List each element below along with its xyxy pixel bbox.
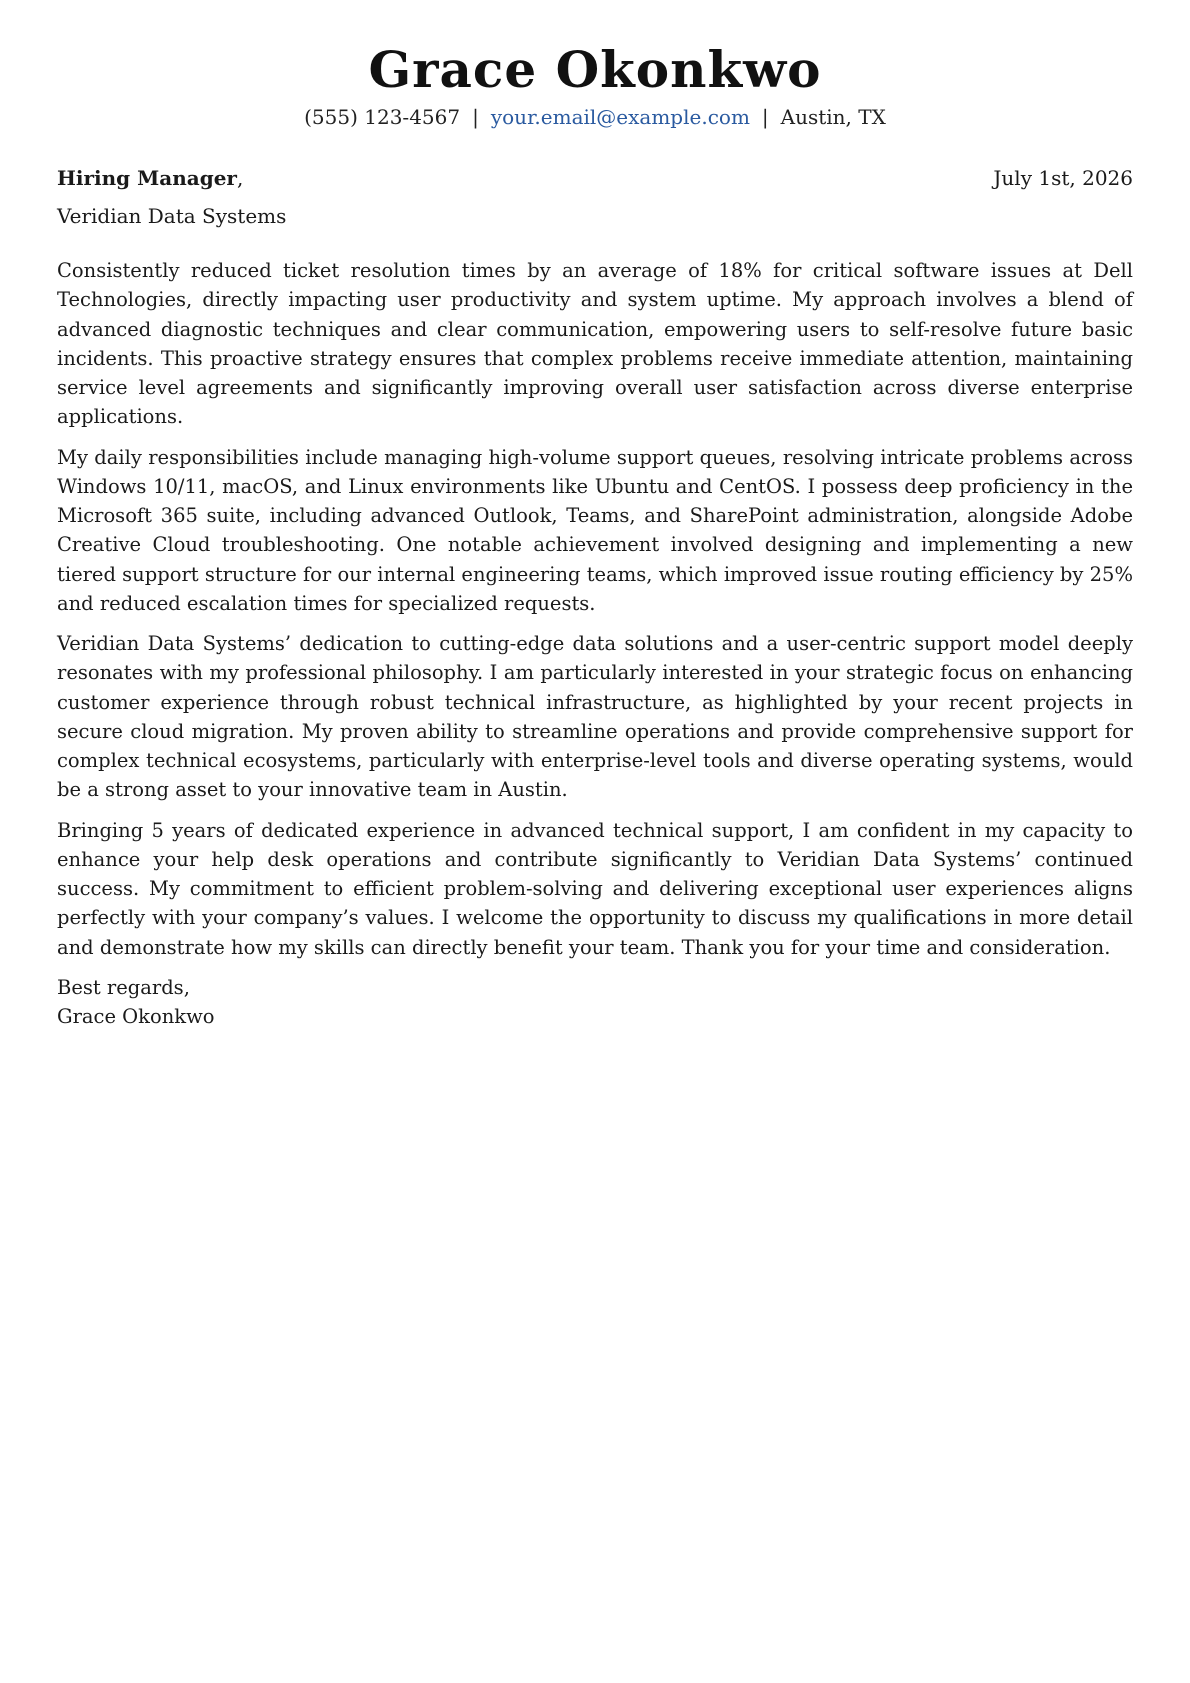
- signature-name: Grace Okonkwo: [57, 1005, 215, 1028]
- body-paragraph: Bringing 5 years of dedicated experience in advanced technical support, I am confident in my capacity to enhance your help desk operations and contribute significantly to Veridian Data Systems’ continued success. My commitment to efficient problem-solving and delivering exceptional user experiences aligns perfectly with your company’s values. I welcome the opportunity to discuss my qualifications in more detail and demonstrate how my skills can directly benefit your team. Thank you for your time and consideration.: [57, 818, 1133, 959]
- recipient-company: Veridian Data Systems: [57, 204, 287, 228]
- recipient-greeting: [57, 166, 243, 190]
- body-paragraph: Consistently reduced ticket resolution times by an average of 18% for critical software issues at Dell Technologies, directly impacting user productivity and system uptime. My approach involves a blend of advanced diagnostic techniques and clear communication, empowering users to self-resolve future basic incidents. This proactive strategy ensures that complex problems receive immediate attention, maintaining service level agreements and significantly improving overall user satisfaction across diverse enterprise applications.: [57, 259, 1133, 429]
- recipient-name: Hiring Manager: [57, 166, 237, 190]
- contact-separator: |: [472, 105, 479, 129]
- letter-header: [57, 40, 1133, 130]
- letter-body: [57, 256, 1133, 962]
- letter-date: July 1st, 2026: [993, 166, 1133, 190]
- applicant-name: Grace Okonkwo: [368, 40, 822, 99]
- contact-separator: |: [761, 105, 769, 129]
- body-paragraph: Veridian Data Systems’ dedication to cutting-edge data solutions and a user-centric support model deeply resonates with my professional philosophy. I am particularly interested in your strategic focus on enhancing customer experience through robust technical infrastructure, as highlighted by your recent projects in secure cloud migration. My proven ability to streamline operations and provide comprehensive support for complex technical ecosystems, particularly with enterprise-level tools and diverse operating systems, would be a strong asset to your innovative team in Austin.: [57, 632, 1133, 802]
- letter-closing: [57, 973, 1133, 1032]
- closing-salutation: Best regards,: [57, 975, 190, 999]
- contact-line: [57, 104, 1133, 130]
- recipient-row: [57, 166, 1133, 190]
- recipient-name-suffix: ,: [236, 166, 244, 190]
- body-paragraph: My daily responsibilities include managing high-volume support queues, resolving intricate problems across Windows 10/11, macOS, and Linux environments like Ubuntu and CentOS. I possess deep proficiency in the Microsoft 365 suite, including advanced Outlook, Teams, and SharePoint administration, alongside Adobe Creative Cloud troubleshooting. One notable achievement involved designing and implementing a new tiered support structure for our internal engineering teams, which improved issue routing efficiency by 25% and reduced escalation times for specialized requests.: [57, 445, 1133, 615]
- phone-number: (555) 123-4567: [304, 105, 461, 129]
- location: Austin, TX: [780, 105, 886, 129]
- email-link[interactable]: your.email@example.com: [490, 105, 750, 129]
